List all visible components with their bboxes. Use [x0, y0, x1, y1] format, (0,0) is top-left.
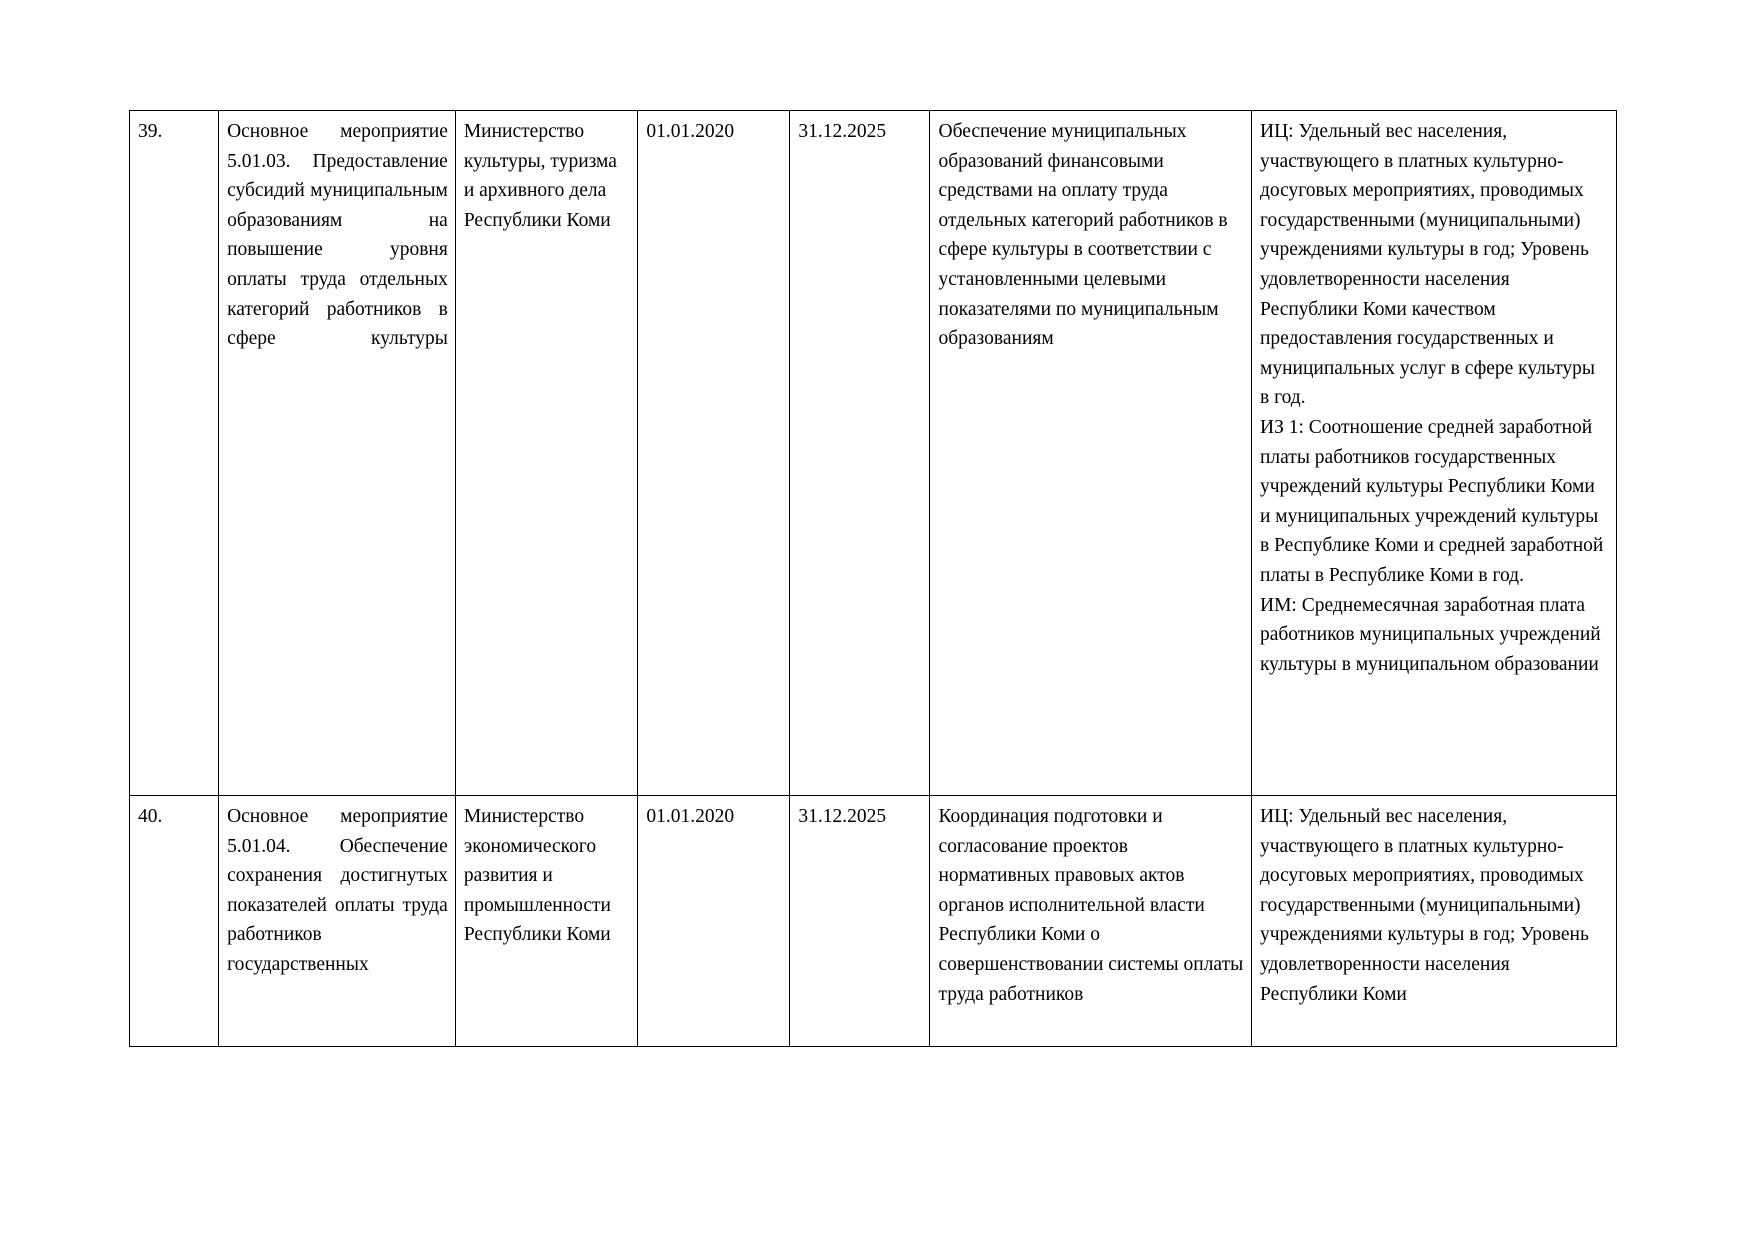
cell-row-number: 39.	[130, 111, 219, 796]
cell-start-date: 01.01.2020	[638, 796, 790, 1047]
activity-name-text: Основное мероприятие 5.01.04. Обеспечение сохранения достигнутых показателей оплаты труда работников государственных	[227, 806, 448, 975]
activities-table	[129, 110, 1617, 1047]
cell-indicators: ИЦ: Удельный вес населения, участвующего в платных культурно-досуговых мероприятиях, проводимых государственными (муниципальными) учреждениями культуры в год; Уровень удовлетворенности населения Республики Коми качеством предоставления государственных и муниципальных услуг в сфере культуры в год. ИЗ 1: Соотношение средней заработной платы работников государственных учреждений культуры Республики Коми и муниципальных учреждений культуры в Республике Коми и средней заработной платы в Республике Коми в год. ИМ: Среднемесячная заработная плата работников муниципальных учреждений культуры в муниципальном образовании	[1251, 111, 1616, 796]
activity-name-text: Основное мероприятие 5.01.03. Предоставление субсидий муниципальным образованиям на повышение уровня оплаты труда отдельных категорий работников в сфере культуры	[227, 121, 448, 350]
cell-end-date: 31.12.2025	[790, 796, 930, 1047]
table-row	[130, 111, 1617, 796]
cell-responsible-executor: Министерство экономического развития и промышленности Республики Коми	[455, 796, 637, 1047]
cell-start-date: 01.01.2020	[638, 111, 790, 796]
cell-row-number: 40.	[130, 796, 219, 1047]
cell-indicators: ИЦ: Удельный вес населения, участвующего в платных культурно-досуговых мероприятиях, проводимых государственными (муниципальными) учреждениями культуры в год; Уровень удовлетворенности населения Республики Коми	[1251, 796, 1616, 1047]
cell-expected-result: Обеспечение муниципальных образований финансовыми средствами на оплату труда отдельных категорий работников в сфере культуры в соответствии с установленными целевыми показателями по муниципальным образованиям	[930, 111, 1252, 796]
cell-activity-name	[219, 111, 456, 796]
cell-responsible-executor: Министерство культуры, туризма и архивного дела Республики Коми	[455, 111, 637, 796]
cell-expected-result: Координация подготовки и согласование проектов нормативных правовых актов органов исполнительной власти Республики Коми о совершенствовании системы оплаты труда работников	[930, 796, 1252, 1047]
cell-activity-name	[219, 796, 456, 1047]
cell-end-date: 31.12.2025	[790, 111, 930, 796]
table-row	[130, 796, 1617, 1047]
